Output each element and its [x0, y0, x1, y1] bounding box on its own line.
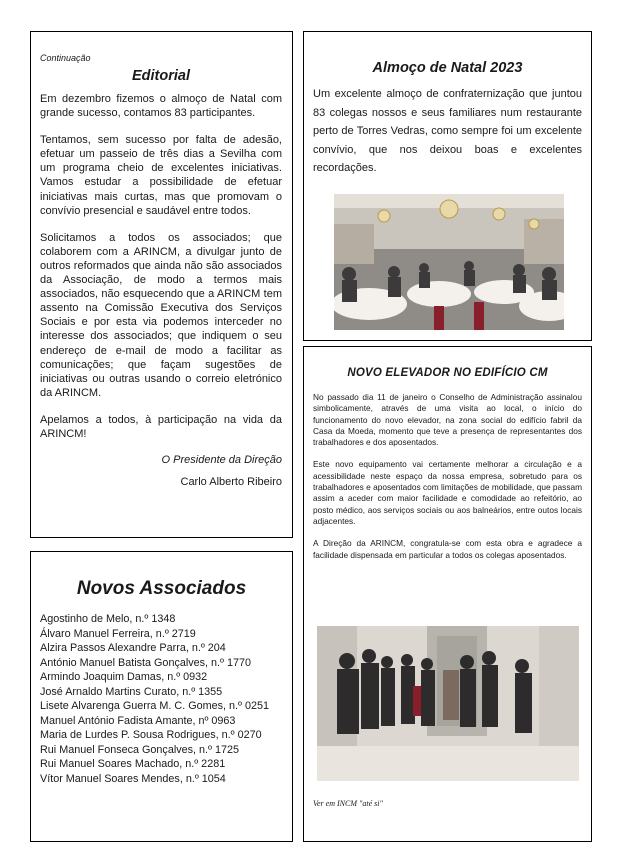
christmas-lunch-box — [303, 31, 592, 341]
elevator-photo-caption: Ver em INCM "até si" — [313, 799, 383, 808]
new-elevator-paragraph: Este novo equipamento vai certamente melhorar a circulação e a acessibilidade neste espaço da nossa empresa, sobretudo para os trabalhadores e aposentados com limitações de mobilidade, que passam assim a aceder com maior facilidade e comodidade ao refeitório, ao posto médico, aos serviços sociais ou aos balneários, entre outos locais adjacentes. — [313, 459, 582, 526]
new-elevator-paragraph: A Direção da ARINCM, congratula-se com esta obra e agradece a facilidade dispensada em particular a todos os colegas aposentados. — [313, 538, 582, 560]
signature-name: Carlo Alberto Ribeiro — [180, 476, 282, 489]
list-item: Rui Manuel Fonseca Gonçalves, n.º 1725 — [40, 743, 239, 756]
editorial-box — [30, 31, 293, 538]
new-elevator-paragraph: No passado dia 11 de janeiro o Conselho de Administração assinalou simbolicamente, através de uma visita ao local, o início do funcionamento do novo elevador, na zona social do edifício fabril da Casa da Moeda, momento que teve a presença de representantes dos trabalhadores e dos aposentados. — [313, 392, 582, 448]
list-item: António Manuel Batista Gonçalves, n.º 1770 — [40, 656, 252, 669]
new-elevator-box — [303, 346, 592, 842]
continuation-label: Continuação — [40, 53, 91, 63]
new-members-list — [40, 612, 283, 786]
christmas-lunch-photo — [334, 194, 564, 330]
elevator-group-photo — [317, 626, 579, 781]
list-item: Agostinho de Melo, n.º 1348 — [40, 613, 176, 625]
new-elevator-title: NOVO ELEVADOR NO EDIFÍCIO CM — [347, 367, 548, 379]
list-item: Maria de Lurdes P. Sousa Rodrigues, n.º 0270 — [40, 729, 262, 741]
editorial-paragraph: Em dezembro fizemos o almoço de Natal com grande sucesso, contamos 83 participantes. — [40, 93, 282, 120]
list-item: Vítor Manuel Soares Mendes, n.º 1054 — [40, 772, 226, 785]
christmas-lunch-title: Almoço de Natal 2023 — [372, 60, 523, 76]
list-item: Manuel António Fadista Amante, nº 0963 — [40, 714, 236, 727]
editorial-paragraph: Solicitamos a todos os associados; que colaborem com a ARINCM, a divulgar junto de outros reformados que ainda não são associados da Associação, de modo a termos mais associados, não esquecendo que a ARINCM tem assento na Comissão Executiva dos Serviços Sociais e por esta via podemos interceder no interesse dos associados; que indiquem o seu endereço de e-mail de modo a facilitar as comunicações; que façam sugestões de iniciativas ou outras usando o correio eletrónico da ARINCM. — [40, 231, 282, 399]
editorial-paragraph: Tentamos, sem sucesso por falta de adesão, efetuar um passeio de três dias a Sevilha com um programa cheio de excelentes iniciativas. Vamos estudar a possibilidade de efetuar iniciativas mais curtas, mas que promovam o convívio presencial e saudável entre todos. — [40, 134, 282, 217]
list-item: Alzira Passos Alexandre Parra, n.º 204 — [40, 642, 226, 654]
christmas-lunch-text: Um excelente almoço de confraternização que juntou 83 colegas nossos e seus familiares num restaurante perto de Torres Vedras, como sempre foi um excelente convívio, que nos deixou boas e excelentes recordações. — [313, 88, 582, 175]
list-item: Lisete Alvarenga Guerra M. C. Gomes, n.º 0251 — [40, 700, 269, 712]
list-item: José Arnaldo Martins Curato, n.º 1355 — [40, 685, 223, 698]
list-item: Álvaro Manuel Ferreira, n.º 2719 — [40, 627, 196, 640]
list-item: Armindo Joaquim Damas, n.º 0932 — [40, 671, 208, 683]
editorial-title: Editorial — [131, 68, 190, 84]
editorial-paragraph: Apelamos a todos, à participação na vida da ARINCM! — [40, 413, 282, 440]
list-item: Rui Manuel Soares Machado, n.º 2281 — [40, 758, 226, 770]
new-members-box — [30, 551, 293, 842]
new-members-title: Novos Associados — [76, 578, 247, 599]
signature-role: O Presidente da Direção — [161, 454, 282, 467]
